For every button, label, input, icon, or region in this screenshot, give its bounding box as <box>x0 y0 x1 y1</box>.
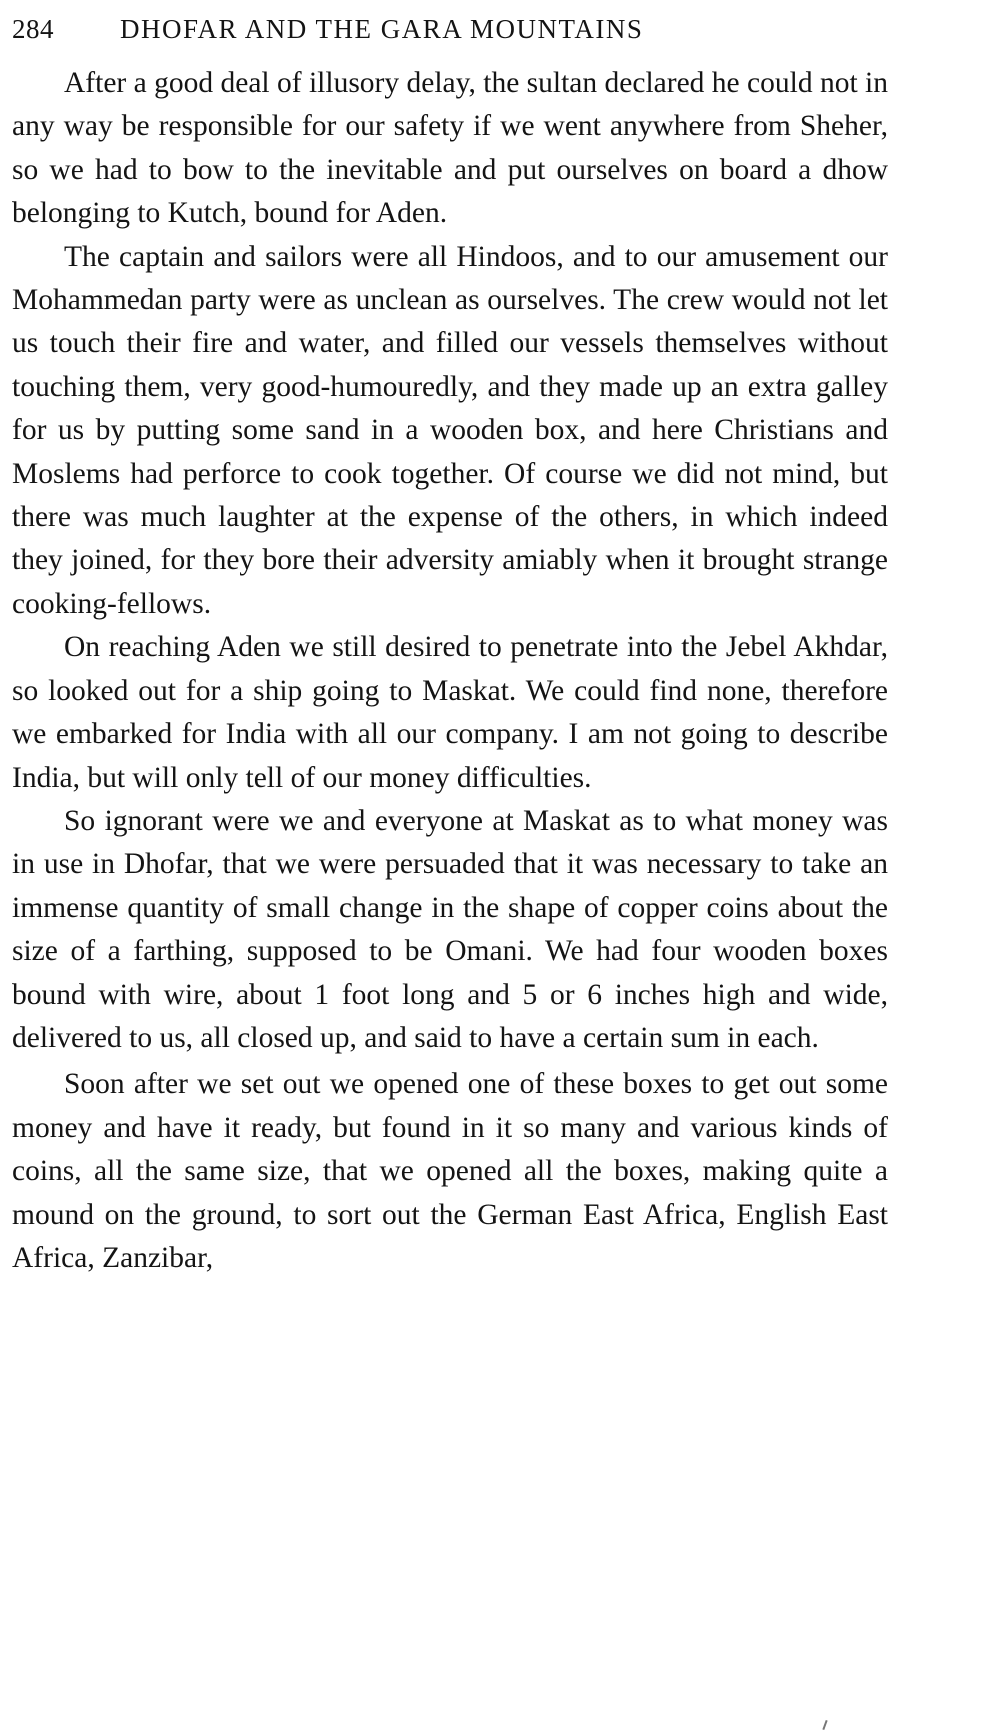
paragraph: Soon after we set out we opened one of these boxes to get out some money and have it ready, but found in it so many and various kinds of coins, all the same size, that we opened all the boxes, making quite a mound on the ground, to sort out the German East Africa, English East Africa, Zanzibar, <box>12 1068 888 1274</box>
print-mark <box>822 1720 827 1730</box>
paragraph: The captain and sailors were all Hindoos, and to our amusement our Mohammedan party were as unclean as ourselves. The crew would not let us touch their fire and water, and filled our vessels themselves without touching them, very good-humouredly, and they made up an extra galley for us by putting some sand in a wooden box, and here Christians and Moslems had perforce to cook together. Of course we did not mind, but there was much laughter at the expense of the others, in which indeed they joined, for they bore their adversity amiably when it brought strange cooking-fellows. <box>12 240 888 620</box>
book-page <box>12 0 888 1280</box>
body-text <box>12 62 888 1280</box>
paragraph: After a good deal of illusory delay, the sultan declared he could not in any way be responsible for our safety if we went anywhere from Sheher, so we had to bow to the inevitable and put ourselves on board a dhow belonging to Kutch, bound for Aden. <box>12 67 888 230</box>
page-number: 284 <box>12 14 54 44</box>
paragraph: So ignorant were we and everyone at Maskat as to what money was in use in Dhofar, that we were persuaded that it was necessary to take an immense quantity of small change in the shape of copper coins about the size of a farthing, supposed to be Omani. We had four wooden boxes bound with wire, about 1 foot long and 5 or 6 inches high and wide, delivered to us, all closed up, and said to have a certain sum in each. <box>12 804 888 1054</box>
paragraph: On reaching Aden we still desired to penetrate into the Jebel Akhdar, so looked out for a ship going to Maskat. We could find none, therefore we embarked for India with all our company. I am not going to describe India, but will only tell of our money difficulties. <box>12 631 888 794</box>
running-title: DHOFAR AND THE GARA MOUNTAINS <box>120 14 644 44</box>
running-header <box>12 0 888 62</box>
